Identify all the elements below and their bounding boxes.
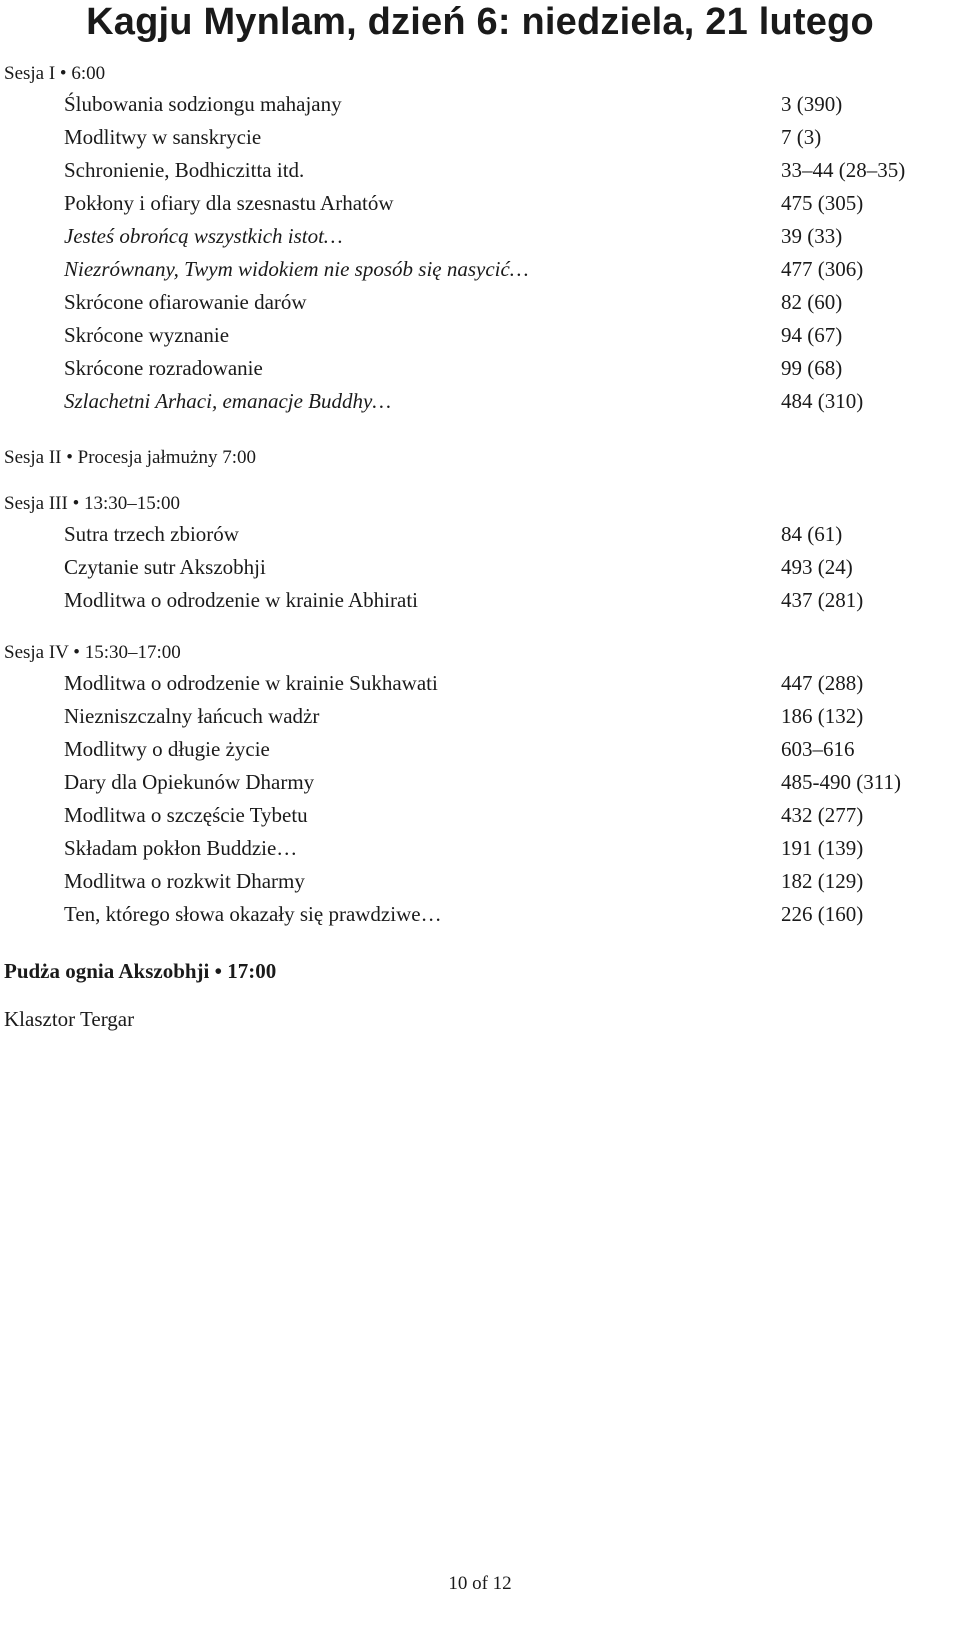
list-item	[4, 220, 954, 253]
schedule	[4, 62, 954, 1031]
item-title: Skrócone wyznanie	[64, 323, 230, 347]
session-header: Sesja III • 13:30–15:00	[4, 493, 181, 514]
item-page: 432 (277)	[781, 803, 864, 827]
item-page: 437 (281)	[781, 588, 864, 612]
item-title: Modlitwy w sanskrycie	[64, 125, 262, 149]
item-title: Jesteś obrońcą wszystkich istot…	[64, 224, 343, 248]
item-page: 99 (68)	[781, 356, 843, 380]
item-page: 603–616	[781, 737, 855, 761]
session-items	[4, 518, 954, 617]
list-item	[4, 799, 954, 832]
item-title: Modlitwy o długie życie	[64, 737, 270, 761]
item-page: 182 (129)	[781, 869, 864, 893]
item-title: Modlitwa o odrodzenie w krainie Sukhawati	[64, 671, 438, 695]
item-page: 485-490 (311)	[781, 770, 901, 794]
session-header: Sesja IV • 15:30–17:00	[4, 642, 181, 663]
location-section	[4, 1007, 954, 1031]
item-page: 82 (60)	[781, 290, 843, 314]
puja-section	[4, 959, 954, 983]
item-page: 477 (306)	[781, 257, 864, 281]
list-item	[4, 385, 954, 418]
item-title: Pokłony i ofiary dla szesnastu Arhatów	[64, 191, 394, 215]
item-page: 84 (61)	[781, 522, 843, 546]
item-title: Skrócone rozradowanie	[64, 356, 263, 380]
list-item	[4, 187, 954, 220]
list-item	[4, 154, 954, 187]
list-item	[4, 700, 954, 733]
item-page: 7 (3)	[781, 125, 822, 149]
list-item	[4, 832, 954, 865]
item-title: Ten, którego słowa okazały się prawdziwe…	[64, 902, 442, 926]
item-title: Czytanie sutr Akszobhji	[64, 555, 266, 579]
item-page: 484 (310)	[781, 389, 864, 413]
item-page: 226 (160)	[781, 902, 864, 926]
item-page: 447 (288)	[781, 671, 864, 695]
session-items	[4, 667, 954, 931]
list-item	[4, 518, 954, 551]
item-title: Niezrównany, Twym widokiem nie sposób się nasycić…	[64, 257, 529, 281]
session-2	[4, 446, 954, 470]
list-item	[4, 352, 954, 385]
item-title: Dary dla Opiekunów Dharmy	[64, 770, 315, 794]
item-title: Sutra trzech zbiorów	[64, 522, 239, 546]
item-page: 94 (67)	[781, 323, 843, 347]
session-4	[4, 641, 954, 931]
item-title: Modlitwa o szczęście Tybetu	[64, 803, 308, 827]
puja-header: Pudża ognia Akszobhji • 17:00	[4, 959, 277, 983]
list-item	[4, 551, 954, 584]
session-header: Sesja II • Procesja jałmużny 7:00	[4, 447, 257, 468]
list-item	[4, 319, 954, 352]
item-title: Ślubowania sodziongu mahajany	[64, 92, 342, 116]
item-page: 3 (390)	[781, 92, 843, 116]
item-page: 475 (305)	[781, 191, 864, 215]
item-page: 186 (132)	[781, 704, 864, 728]
list-item	[4, 253, 954, 286]
list-item	[4, 733, 954, 766]
item-title: Skrócone ofiarowanie darów	[64, 290, 307, 314]
item-title: Szlachetni Arhaci, emanacje Buddhy…	[64, 389, 391, 413]
item-page: 39 (33)	[781, 224, 843, 248]
item-title: Schronienie, Bodhiczitta itd.	[64, 158, 305, 182]
list-item	[4, 766, 954, 799]
list-item	[4, 865, 954, 898]
list-item	[4, 286, 954, 319]
item-page: 493 (24)	[781, 555, 853, 579]
item-page: 191 (139)	[781, 836, 864, 860]
page-title: Kagju Mynlam, dzień 6: niedziela, 21 lutego	[86, 1, 874, 43]
item-title: Składam pokłon Buddzie…	[64, 836, 298, 860]
item-title: Modlitwa o rozkwit Dharmy	[64, 869, 305, 893]
list-item	[4, 121, 954, 154]
item-title: Niezniszczalny łańcuch wadżr	[64, 704, 320, 728]
list-item	[4, 584, 954, 617]
item-title: Modlitwa o odrodzenie w krainie Abhirati	[64, 588, 418, 612]
session-1	[4, 62, 954, 418]
page-number: 10 of 12	[448, 1573, 512, 1594]
list-item	[4, 898, 954, 931]
item-page: 33–44 (28–35)	[781, 158, 906, 182]
session-3	[4, 492, 954, 617]
list-item	[4, 88, 954, 121]
list-item	[4, 667, 954, 700]
session-header: Sesja I • 6:00	[4, 63, 106, 84]
location-text: Klasztor Tergar	[4, 1007, 135, 1031]
session-items	[4, 88, 954, 418]
